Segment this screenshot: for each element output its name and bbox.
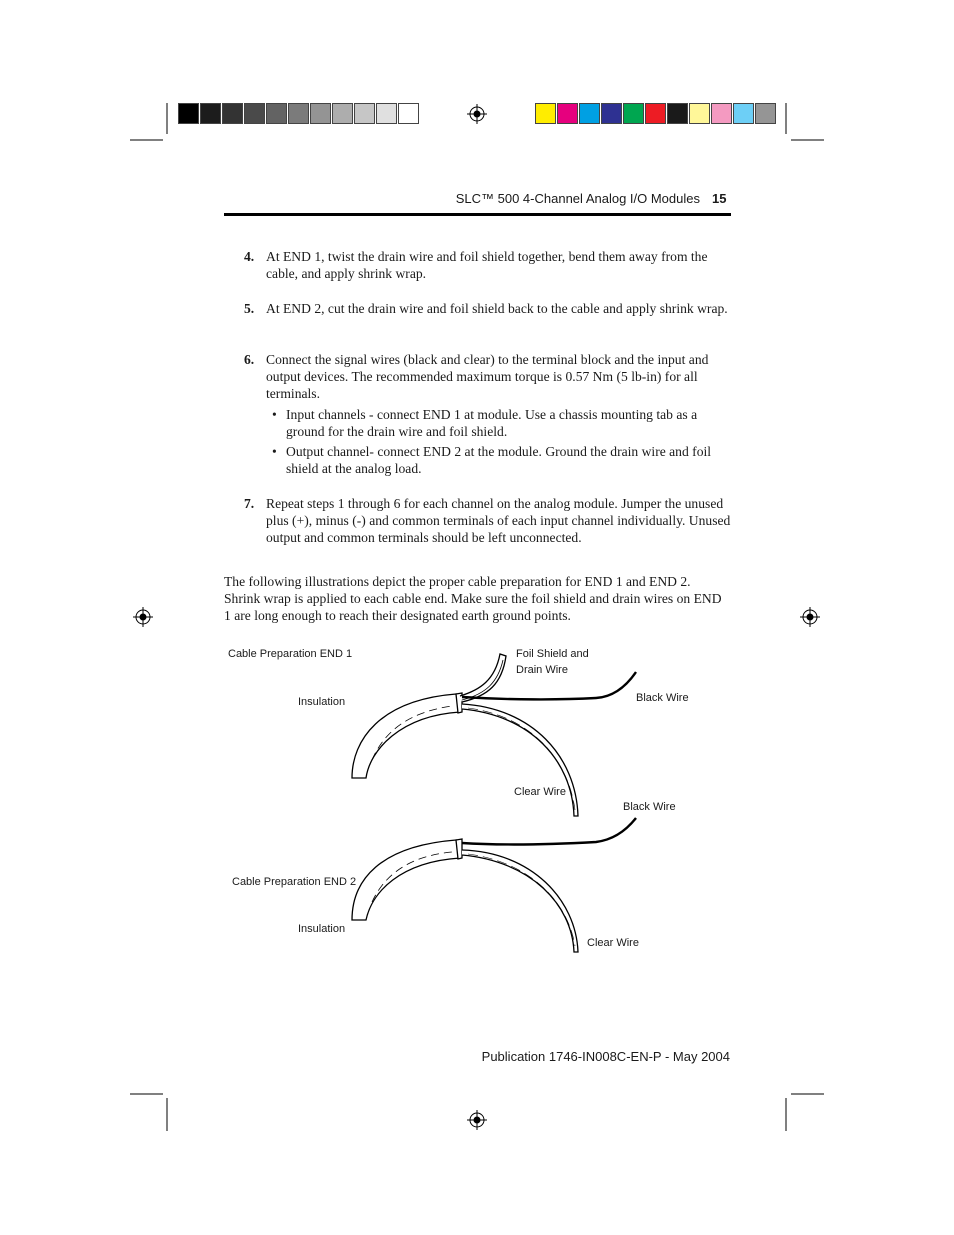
end1-cable [352, 694, 460, 778]
publication-footer: Publication 1746-IN008C-EN-P - May 2004 [481, 1049, 730, 1064]
end1-clear-wire-label: Clear Wire [514, 786, 566, 798]
body-paragraph: The following illustrations depict the proper cable preparation for END 1 and END 2. Shrink wrap is applied to each cable end. Make sure the foil shield and drain wires on END 1 are long enough to reach their designated earth ground points. [224, 574, 722, 623]
end2-title: Cable Preparation END 2 [232, 876, 357, 888]
end1-foil-drain [460, 654, 506, 702]
end2-cable [352, 840, 460, 920]
step-text: Repeat steps 1 through 6 for each channel on the analog module. Jumper the unused plus (+), minus (-) and common terminals of each input channel individually. Unused output and common terminals should be left unconnected. [266, 496, 731, 545]
step-number: 4. [244, 249, 255, 264]
running-header: SLC™ 500 4-Channel Analog I/O Modules [455, 191, 700, 206]
bullet-item: • Input channels - connect END 1 at module. Use a chassis mounting tab as a ground for the drain wire and foil shield. [266, 406, 732, 440]
page-number: 15 [712, 191, 727, 206]
end2-clear-wire-label: Clear Wire [587, 937, 639, 949]
end2-black-wire [462, 818, 636, 845]
step-text: At END 2, cut the drain wire and foil shield back to the cable and apply shrink wrap. [266, 301, 728, 316]
end1-title: Cable Preparation END 1 [228, 648, 353, 660]
step-number: 5. [244, 301, 255, 316]
end1-foil-label-1: Foil Shield and [516, 648, 589, 660]
end1-black-wire-label: Black Wire [636, 692, 689, 704]
end2-insulation-label: Insulation [298, 923, 346, 935]
end1-foil-label-2: Drain Wire [516, 664, 568, 676]
end2-clear-wire [462, 850, 578, 952]
step-text: At END 1, twist the drain wire and foil shield together, bend them away from the cable, and apply shrink wrap. [266, 249, 708, 281]
end2-black-wire-label: Black Wire [623, 801, 676, 813]
end1-insulation-label: Insulation [298, 696, 346, 708]
step-number: 7. [244, 496, 255, 511]
step-text: Connect the signal wires (black and clear) to the terminal block and the input and output devices. The recommended maximum torque is 0.57 Nm (5 lb-in) for all terminals. [266, 352, 709, 401]
bullet-item: • Output channel- connect END 2 at the module. Ground the drain wire and foil shield at the analog load. [266, 443, 732, 477]
step-number: 6. [244, 352, 255, 367]
